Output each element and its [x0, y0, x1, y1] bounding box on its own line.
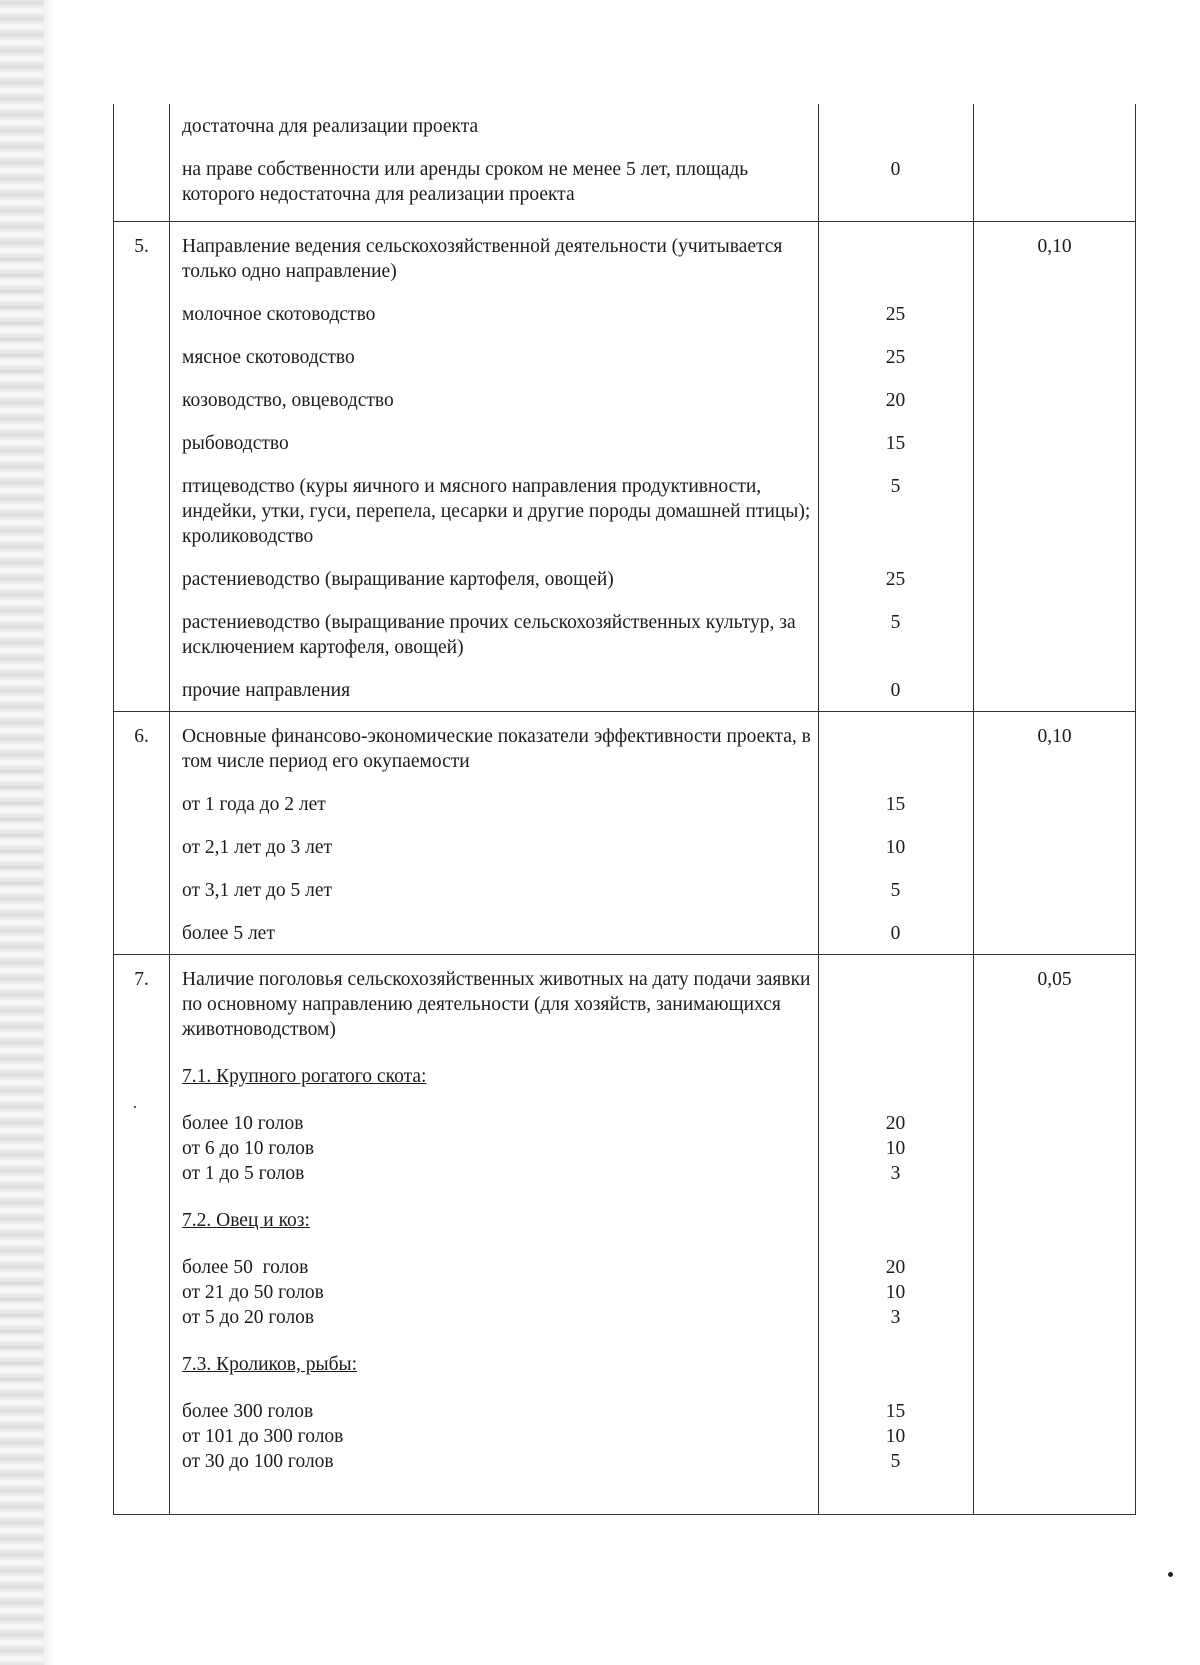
- criterion-option: от 30 до 100 голов 5: [182, 1451, 901, 1472]
- criterion-option: от 21 до 50 голов 10: [182, 1282, 906, 1303]
- table-row: [114, 955, 1136, 1515]
- row-weight: 0,10: [974, 712, 1136, 955]
- scan-margin-shadow: [44, 0, 54, 1665]
- criterion-option: на праве собственности или аренды сроком не менее 5 лет, площадь которого недостаточна для реализации проекта 0: [182, 159, 901, 205]
- table-row: [114, 104, 1136, 222]
- group-heading: 7.2. Овец и коз:: [182, 1210, 310, 1231]
- criterion-option: козоводство, овцеводство 20: [182, 390, 906, 411]
- criterion-option: рыбоводство 15: [182, 433, 906, 454]
- criterion-option: птицеводство (куры яичного и мясного направления продуктивности, индейки, утки, гуси, перепела, цесарки и другие породы домашней птицы); кролиководство 5: [182, 476, 901, 547]
- table-row: [114, 222, 1136, 712]
- criterion-cell: [170, 104, 974, 222]
- row-weight: 0,10: [974, 222, 1136, 712]
- scan-margin-noise: [0, 0, 44, 1665]
- criterion-option: растениеводство (выращивание прочих сельскохозяйственных культур, за исключением картофеля, овощей) 5: [182, 612, 901, 658]
- criterion-option: от 101 до 300 голов 10: [182, 1426, 906, 1447]
- criterion-title: Направление ведения сельскохозяйственной деятельности (учитывается только одно направление): [182, 236, 783, 282]
- criterion-option: от 3,1 лет до 5 лет 5: [182, 880, 901, 901]
- row-number: 6.: [114, 712, 170, 955]
- criterion-option: мясное скотоводство 25: [182, 347, 906, 368]
- criterion-option: более 50 голов 20: [182, 1257, 906, 1278]
- criterion-option: более 300 голов 15: [182, 1401, 906, 1422]
- row-number: 7.: [114, 955, 170, 1515]
- column-rule: [818, 222, 819, 711]
- criterion-cell: [170, 955, 974, 1515]
- column-rule: [818, 104, 819, 221]
- column-rule: [818, 955, 819, 1514]
- row-weight: 0,05: [974, 955, 1136, 1515]
- scan-speck: [1168, 1572, 1173, 1577]
- criterion-option: достаточна для реализации проекта: [182, 116, 479, 137]
- criteria-table: [113, 104, 1136, 1515]
- criterion-option: более 10 голов 20: [182, 1113, 906, 1134]
- criterion-cell: [170, 222, 974, 712]
- criterion-option: от 1 до 5 голов 3: [182, 1163, 901, 1184]
- criterion-option: от 6 до 10 голов 10: [182, 1138, 906, 1159]
- criterion-option: от 2,1 лет до 3 лет 10: [182, 837, 906, 858]
- criterion-title: Наличие поголовья сельскохозяйственных животных на дату подачи заявки по основному направлению деятельности (для хозяйств, занимающихся животноводством): [182, 969, 811, 1040]
- criterion-option: от 5 до 20 голов 3: [182, 1307, 901, 1328]
- column-rule: [818, 712, 819, 954]
- row-number: 5.: [114, 222, 170, 712]
- group-heading: 7.3. Кроликов, рыбы:: [182, 1354, 358, 1375]
- table-row: [114, 712, 1136, 955]
- row-weight: [974, 104, 1136, 222]
- criterion-option: от 1 года до 2 лет 15: [182, 794, 906, 815]
- criterion-title: Основные финансово-экономические показатели эффективности проекта, в том числе период его окупаемости: [182, 726, 811, 772]
- criterion-option: молочное скотоводство 25: [182, 304, 906, 325]
- group-heading: 7.1. Крупного рогатого скота:: [182, 1066, 427, 1087]
- criterion-option: более 5 лет 0: [182, 923, 901, 944]
- criterion-option: прочие направления 0: [182, 680, 901, 701]
- criterion-cell: [170, 712, 974, 955]
- criterion-option: растениеводство (выращивание картофеля, овощей) 25: [182, 569, 906, 590]
- row-number: [114, 104, 170, 222]
